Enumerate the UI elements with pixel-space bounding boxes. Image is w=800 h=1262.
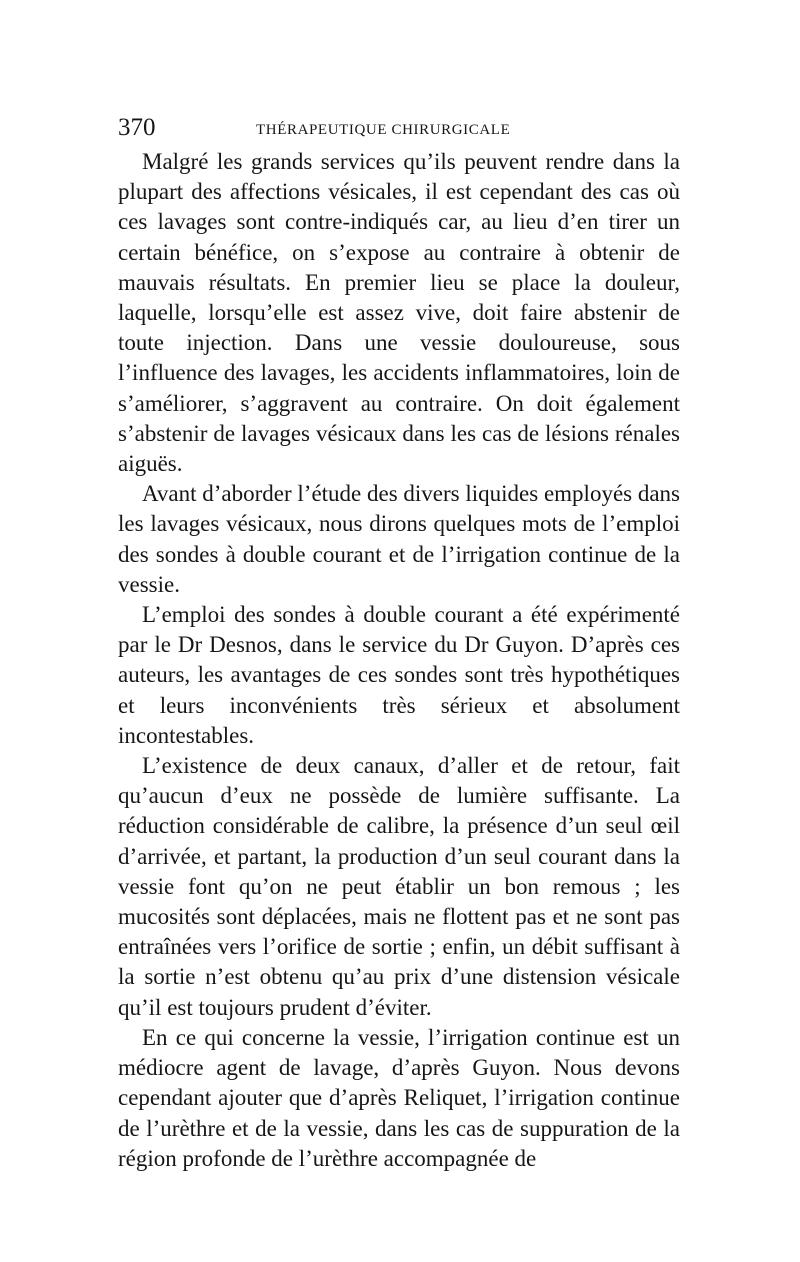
running-title: THÉRAPEUTIQUE CHIRURGICALE — [256, 122, 511, 138]
paragraph-double-current-sounds: L’emploi des sondes à double courant a été expérimenté par le Dr Desnos, dans le service du Dr Guyon. D’après ces auteurs, les avantages de ces sondes sont très hypothétiques et leurs inconvénients très sérieux et absolument incontestables. — [118, 602, 680, 748]
paragraph-two-channels: L’existence de deux canaux, d’aller et de retour, fait qu’aucun d’eux ne possède de lumière suffisante. La réduction considérable de calibre, la présence d’un seul œil d’arrivée, et partant, la production d’un seul courant dans la vessie font qu’on ne peut établir un bon remous ; les mucosités sont déplacées, mais ne flottent pas et ne sont pas entraînées vers l’orifice de sortie ; enfin, un débit suffisant à la sortie n’est obtenu qu’au prix d’une distension vésicale qu’il est toujours prudent d’éviter. — [118, 753, 680, 1020]
paragraph-contraindications: Malgré les grands services qu’ils peuvent rendre dans la plupart des affections vésicales, il est cependant des cas où ces lavages sont contre-indiqués car, au lieu d’en tirer un certain bénéfice, on s’expose au contraire à obtenir de mauvais résultats. En premier lieu se place la douleur, laquelle, lorsqu’elle est assez vive, doit faire abstenir de toute injection. Dans une vessie douloureuse, sous l’influence des lavages, les accidents inflammatoires, loin de s’améliorer, s’aggravent au contraire. On doit également s’abstenir de lavages vésicaux dans les cas de lésions rénales aiguës. — [118, 149, 680, 477]
page-header — [118, 110, 682, 146]
body-text — [118, 147, 680, 1174]
paragraph-continuous-irrigation: En ce qui concerne la vessie, l’irrigation continue est un médiocre agent de lavage, d’après Guyon. Nous devons cependant ajouter que d’après Reliquet, l’irrigation continue de l’urèthre et de la vessie, dans les cas de suppuration de la région profonde de l’urèthre accompagnée de — [118, 1024, 680, 1171]
page-number: 370 — [118, 114, 156, 141]
paragraph-introduction: Avant d’aborder l’étude des divers liquides employés dans les lavages vésicaux, nous dirons quelques mots de l’emploi des sondes à double courant et de l’irrigation continue de la vessie. — [118, 481, 681, 597]
